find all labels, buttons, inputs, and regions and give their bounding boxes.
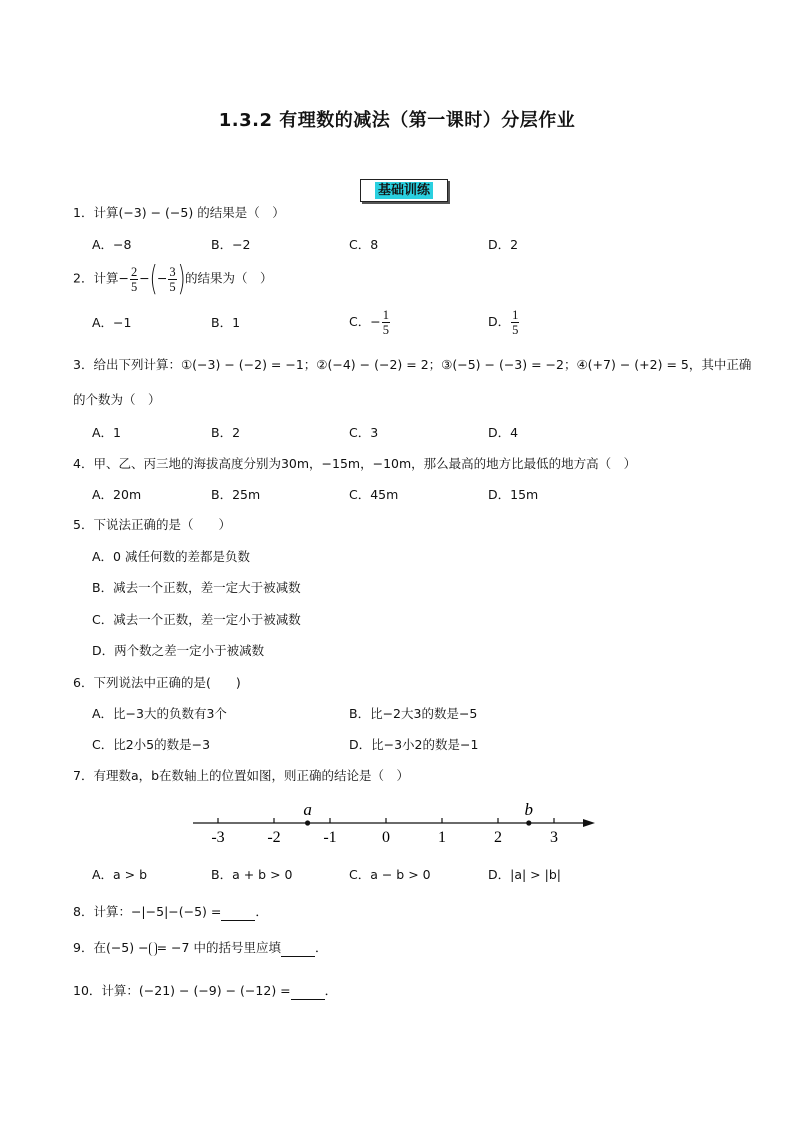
number-line-tick-label: -2 (267, 829, 281, 846)
question-2: 2．计算− $\frac{2}{5}$ −(− $\frac{3}{5}$ )的结果为（ ） (73, 259, 273, 299)
answer-blank[interactable] (291, 985, 325, 1000)
point-a-label: a (303, 800, 312, 819)
question-4: 4．甲、乙、丙三地的海拔高度分别为30m，−15m，−10m，那么最高的地方比最低的地方高（ ） (73, 456, 637, 471)
q3-option-b: B．2 (211, 425, 241, 440)
q3-option-d: D．4 (488, 425, 519, 440)
answer-blank[interactable] (221, 906, 255, 921)
section-label: 基础训练 (375, 182, 433, 199)
q2-option-c: C．− $\frac{1}{5}$ (349, 308, 389, 337)
q1-option-d: D．2 (488, 237, 519, 252)
question-3-line-1: 3．给出下列计算：①(−3) − (−2) = −1；②(−4) − (−2) = 2；③(−5) − (−3) = −2；④(+7) − (+2) = 5，其中正确 (73, 357, 752, 372)
q2-option-b: B．1 (211, 315, 241, 330)
q7-option-a: A．a > b (92, 867, 148, 882)
section-badge (360, 179, 448, 202)
fraction: $\frac{3}{5}$ (169, 264, 176, 294)
point-b-marker (526, 820, 531, 825)
number-line-tick-label: 1 (438, 829, 446, 846)
q5-option-c: C．减去一个正数，差一定小于被减数 (92, 612, 301, 627)
point-b-label: b (524, 800, 534, 819)
q3-option-c: C．3 (349, 425, 379, 440)
answer-blank[interactable] (281, 942, 315, 957)
q1-option-a: A．−8 (92, 237, 132, 252)
q4-option-a: A．20m (92, 487, 142, 502)
q6-option-c: C．比2小5的数是−3 (92, 737, 211, 752)
q5-option-b: B．减去一个正数，差一定大于被减数 (92, 580, 301, 595)
arrow-right-icon (583, 819, 595, 827)
question-1: 1．计算(−3) − (−5) 的结果是（ ） (73, 205, 285, 220)
point-a-marker (305, 820, 310, 825)
question-6: 6．下列说法中正确的是( ) (73, 675, 241, 690)
q3-option-a: A．1 (92, 425, 122, 440)
question-7: 7．有理数a，b在数轴上的位置如图，则正确的结论是（ ） (73, 768, 410, 783)
question-5: 5．下说法正确的是（ ） (73, 517, 231, 532)
number-line-tick-label: 3 (550, 829, 558, 846)
question-10: 10．计算：(−21) − (−9) − (−12) = ． (73, 983, 338, 998)
q4-option-c: C．45m (349, 487, 399, 502)
question-9: 9．在(−5) − = −7 中的括号里应填 ． (73, 940, 328, 955)
q4-option-d: D．15m (488, 487, 539, 502)
q2-option-a: A．−1 (92, 315, 132, 330)
q2-option-d: D． $\frac{1}{5}$ (488, 308, 519, 337)
q5-option-a: A．0 减任何数的差都是负数 (92, 549, 250, 564)
q7-option-b: B．a + b > 0 (211, 867, 293, 882)
question-8: 8．计算：−|−5|−(−5) = ． (73, 904, 268, 919)
number-line-tick-label: 0 (382, 829, 390, 846)
q7-option-c: C．a − b > 0 (349, 867, 431, 882)
q6-option-a: A．比−3大的负数有3个 (92, 706, 227, 721)
number-line-tick-label: -3 (211, 829, 225, 846)
q1-option-c: C．8 (349, 237, 379, 252)
empty-parentheses (149, 942, 157, 956)
q7-option-d: D．|a| > |b| (488, 867, 561, 882)
q5-option-d: D．两个数之差一定小于被减数 (92, 643, 265, 658)
number-line-tick-label: -1 (323, 829, 337, 846)
fraction: $\frac{2}{5}$ (130, 264, 138, 294)
page-title: 1.3.2 有理数的减法（第一课时）分层作业 (218, 110, 576, 131)
q6-option-b: B．比−2大3的数是−5 (349, 706, 478, 721)
q4-option-b: B．25m (211, 487, 261, 502)
question-3-line-2: 的个数为（ ） (73, 392, 161, 407)
number-line-tick-label: 2 (494, 829, 502, 846)
number-line (180, 795, 600, 855)
q6-option-d: D．比−3小2的数是−1 (349, 737, 479, 752)
q1-option-b: B．−2 (211, 237, 251, 252)
